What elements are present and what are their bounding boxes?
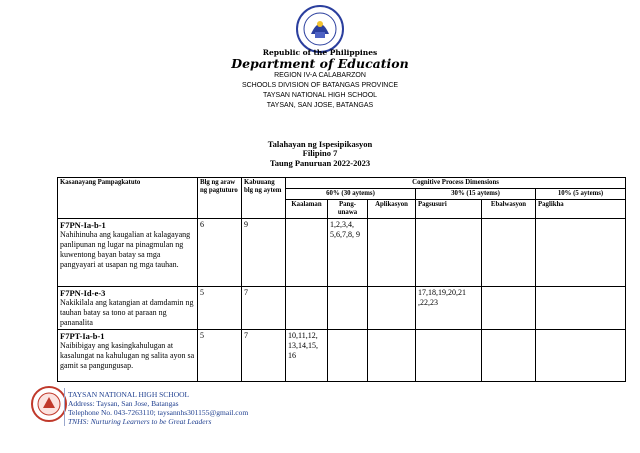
- footer-divider: [64, 388, 65, 426]
- competency-code: F7PT-Ia-b-1: [60, 331, 105, 341]
- kaalaman-cell: [286, 287, 328, 330]
- competency-desc: Nakikilala ang katangian at damdamin ng tauhan batay sa tono at paraan ng pananalita: [60, 298, 194, 327]
- footer-motto: TNHS: Nurturing Learners to be Great Leaders: [68, 417, 212, 426]
- header-days: Blg ng araw ng pagtuturo: [198, 178, 242, 219]
- paglikha-cell: [536, 219, 626, 287]
- pagsusuri-cell: [416, 330, 482, 382]
- table-row: [58, 330, 626, 382]
- specification-table: [57, 177, 626, 382]
- pangunawa-cell: [328, 330, 368, 382]
- paglikha-cell: [536, 330, 626, 382]
- header-items: Kabuuang blg ng aytem: [242, 178, 286, 219]
- items-cell: 9: [242, 219, 286, 287]
- doc-title: Talahayan ng Ispesipikasyon: [267, 139, 373, 149]
- ebalwasyon-cell: [482, 287, 536, 330]
- items-cell: 7: [242, 330, 286, 382]
- kaalaman-cell: 10,11,12, 13,14,15, 16: [286, 330, 328, 382]
- aplikasyon-cell: [368, 219, 416, 287]
- kaalaman-cell: [286, 219, 328, 287]
- aplikasyon-cell: [368, 287, 416, 330]
- competency-code: F7PN-Id-e-3: [60, 288, 106, 298]
- header-kaalaman: Kaalaman: [286, 200, 328, 219]
- competency-desc: Naibibigay ang kasingkahulugan at kasalungat na kahulugan ng salita ayon sa gamit sa pangungusap.: [60, 341, 195, 370]
- header-competency: Kasanayang Pampagkatuto: [58, 178, 198, 219]
- school-line: TAYSAN NATIONAL HIGH SCHOOL: [262, 92, 378, 99]
- days-cell: 6: [198, 219, 242, 287]
- doc-subject: Filipino 7: [302, 148, 338, 158]
- paglikha-cell: [536, 287, 626, 330]
- school-seal: [30, 385, 68, 423]
- items-cell: 7: [242, 287, 286, 330]
- days-cell: 5: [198, 330, 242, 382]
- deped-seal: [295, 4, 345, 54]
- department-name: Department of Education: [231, 56, 409, 71]
- competency-cell: [58, 219, 198, 287]
- ebalwasyon-cell: [482, 330, 536, 382]
- pagsusuri-cell: [416, 219, 482, 287]
- days-cell: 5: [198, 287, 242, 330]
- pangunawa-cell: [328, 287, 368, 330]
- header-paglikha: Paglikha: [536, 200, 626, 219]
- header-pagsusuri: Pagsusuri: [416, 200, 482, 219]
- header-group-30: 30% (15 aytems): [416, 189, 536, 200]
- pangunawa-cell: 1,2,3,4, 5,6,7,8, 9: [328, 219, 368, 287]
- address-line: TAYSAN, SAN JOSE, BATANGAS: [266, 102, 374, 109]
- header-group-60: 60% (30 aytems): [286, 189, 416, 200]
- header-ebalwasyon: Ebalwasyon: [482, 200, 536, 219]
- footer-contact: Telephone No. 043-7263110; taysannhs301155@gmail.com: [68, 408, 249, 417]
- division-line: SCHOOLS DIVISION OF BATANGAS PROVINCE: [241, 82, 399, 89]
- header-pangunawa: Pang-unawa: [328, 200, 368, 219]
- pagsusuri-cell: 17,18,19,20,21 ,22,23: [416, 287, 482, 330]
- aplikasyon-cell: [368, 330, 416, 382]
- table-row: [58, 287, 626, 330]
- footer-school: TAYSAN NATIONAL HIGH SCHOOL: [68, 390, 190, 399]
- table-row: [58, 219, 626, 287]
- header-group-10: 10% (5 aytems): [536, 189, 626, 200]
- competency-desc: Nahihinuha ang kaugalian at kalagayang panlipunan ng lugar na pinagmulan ng kuwentong bayan batay sa mga pangyayari at usapan ng mga tauhan.: [60, 230, 191, 269]
- header-dimensions: Cognitive Process Dimensions: [286, 178, 626, 189]
- republic-line: Republic of the Philippines: [262, 48, 378, 57]
- ebalwasyon-cell: [482, 219, 536, 287]
- competency-cell: [58, 287, 198, 330]
- region-line: REGION IV-A CALABARZON: [274, 72, 366, 79]
- footer-address: Address: Taysan, San Jose, Batangas: [68, 399, 179, 408]
- header-aplikasyon: Aplikasyon: [368, 200, 416, 219]
- competency-cell: [58, 330, 198, 382]
- competency-code: F7PN-Ia-b-1: [60, 220, 106, 230]
- doc-school-year: Taung Panuruan 2022-2023: [269, 158, 371, 168]
